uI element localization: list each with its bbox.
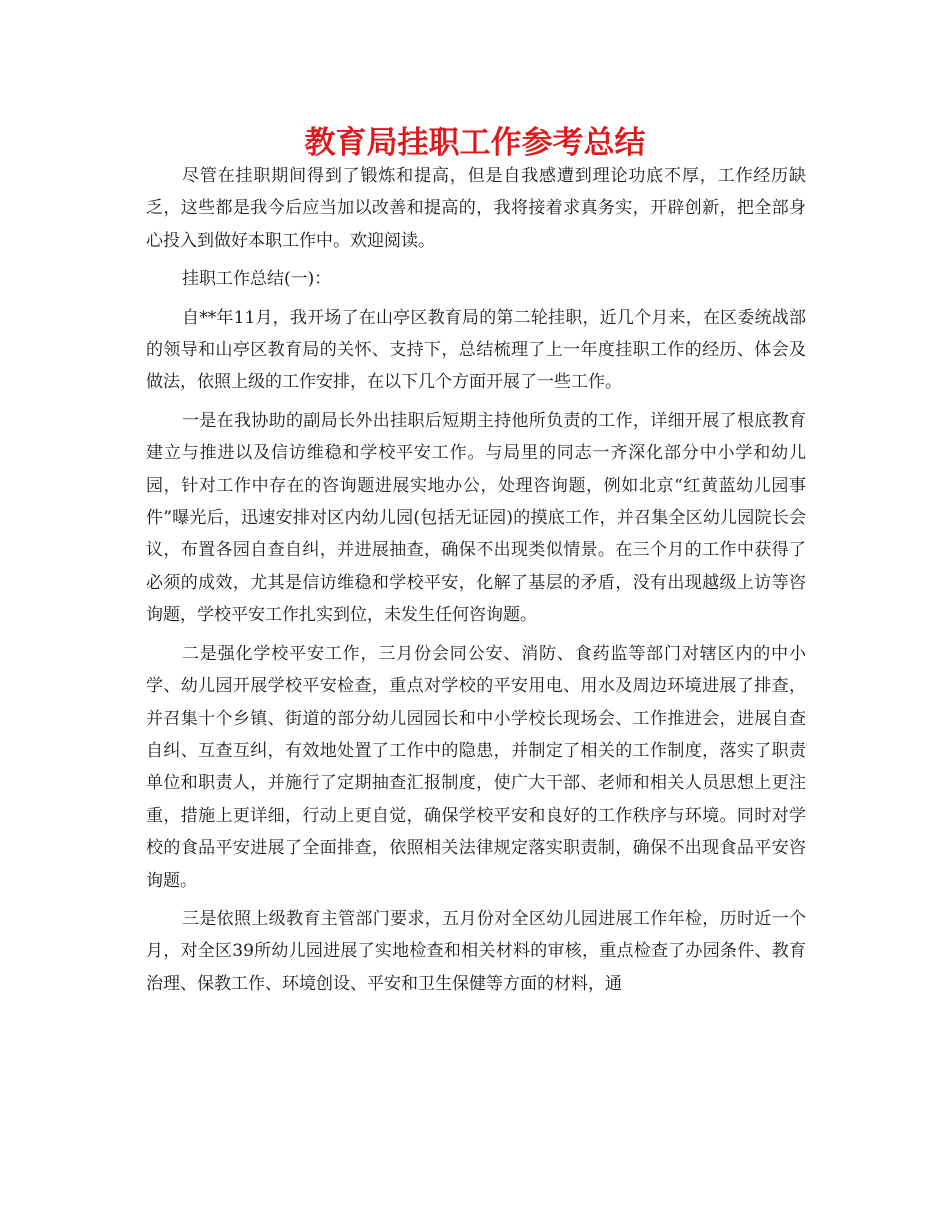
intro-paragraph: 尽管在挂职期间得到了锻炼和提高，但是自我感遭到理论功底不厚，工作经历缺乏，这些都是我今后应当加以改善和提高的，我将接着求真务实，开辟创新，把全部身心投入到做好本职工作中。欢迎阅读。 <box>146 166 806 251</box>
section-heading: 挂职工作总结(一)： <box>182 269 332 290</box>
body-paragraph: 二是强化学校平安工作，三月份会同公安、消防、食药监等部门对辖区内的中小学、幼儿园开展学校平安检查，重点对学校的平安用电、用水及周边环境进展了排查，并召集十个乡镇、街道的部分幼儿园园长和中小学校长现场会、工作推进会，进展自查自纠、互查互纠，有效地处置了工作中的隐患，并制定了相关的工作制度，落实了职责单位和职责人，并施行了定期抽查汇报制度，使广大干部、老师和相关人员思想上更注重，措施上更详细，行动上更自觉，确保学校平安和良好的工作秩序与环境。同时对学校的食品平安进展了全面排查，依照相关法律规定落实职责制，确保不出现食品平安咨询题。 <box>146 643 806 891</box>
document-title: 教育局挂职工作参考总结 <box>304 125 646 161</box>
body-paragraph: 自**年11月，我开场了在山亭区教育局的第二轮挂职，近几个月来，在区委统战部的领导和山亭区教育局的关怀、支持下，总结梳理了上一年度挂职工作的经历、体会及做法，依照上级的工作安排，在以下几个方面开展了一些工作。 <box>146 307 806 393</box>
body-paragraph: 一是在我协助的副局长外出挂职后短期主持他所负责的工作，详细开展了根底教育建立与推进以及信访维稳和学校平安工作。与局里的同志一齐深化部分中小学和幼儿园，针对工作中存在的咨询题进展实地办公，处理咨询题，例如北京“红黄蓝幼儿园事件”曝光后，迅速安排对区内幼儿园(包括无证园)的摸底工作，并召集全区幼儿园院长会议，布置各园自查自纠，并进展抽查，确保不出现类似情景。在三个月的工作中获得了必须的成效，尤其是信访维稳和学校平安，化解了基层的矛盾，没有出现越级上访等咨询题，学校平安工作扎实到位，未发生任何咨询题。 <box>146 410 806 626</box>
document-body <box>146 160 806 1000</box>
body-paragraph: 三是依照上级教育主管部门要求，五月份对全区幼儿园进展工作年检，历时近一个月，对全区39所幼儿园进展了实地检查和相关材料的审核，重点检查了办园条件、教育治理、保教工作、环境创设、平安和卫生保健等方面的材料，通 <box>146 908 806 994</box>
